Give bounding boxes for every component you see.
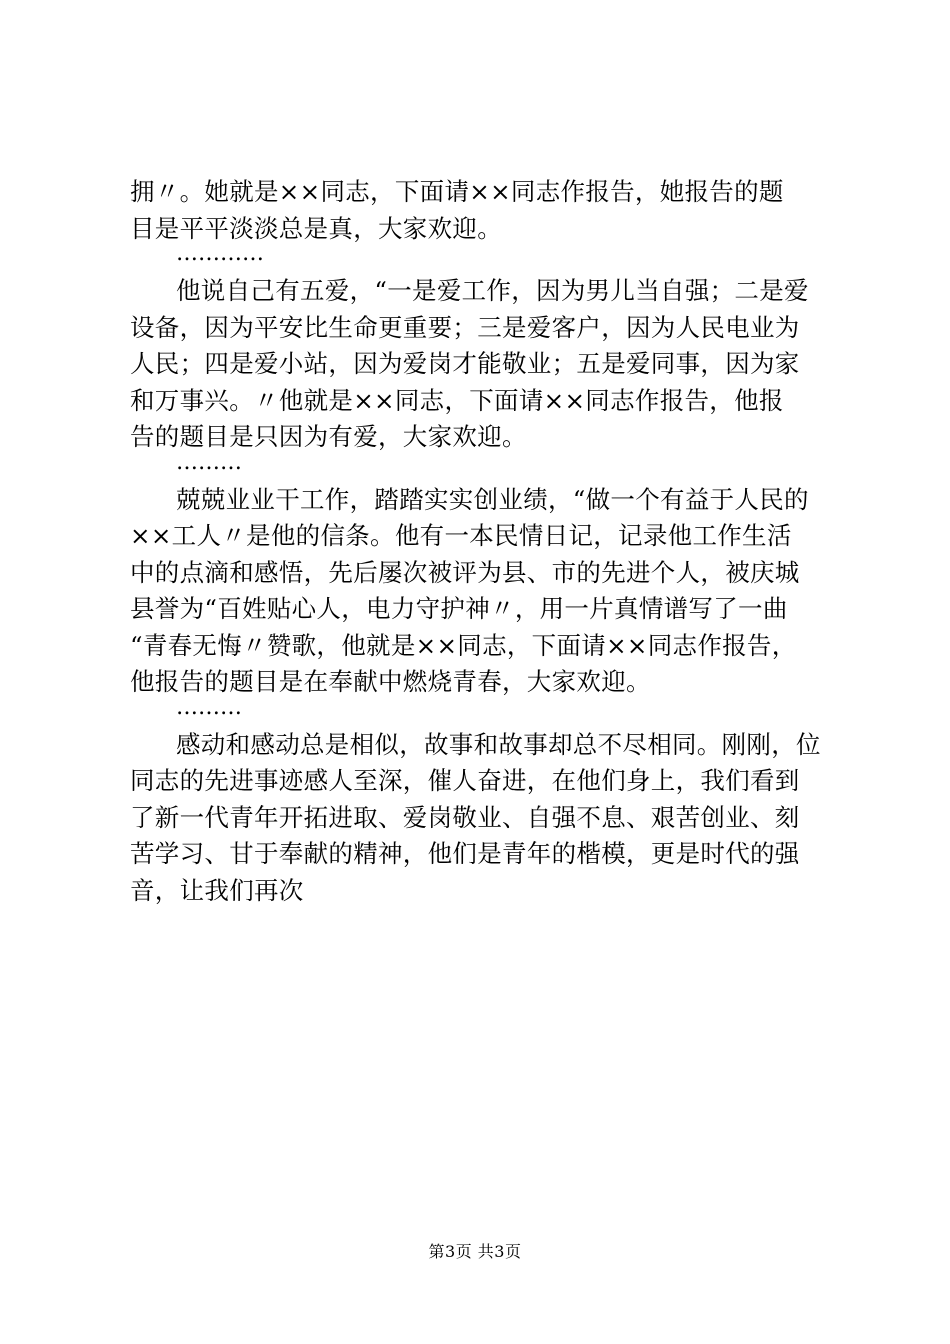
text-line: 和万事兴。〃他就是××同志，下面请××同志作报告，他报 [130,385,784,415]
text-line: 苦学习、甘于奉献的精神，他们是青年的楷模，更是时代的强 [130,839,800,868]
text-line: 人民；四是爱小站，因为爱岗才能敬业；五是爱同事，因为家 [130,349,800,378]
text-line: 了新一代青年开拓进取、爱岗敬业、自强不息、艰苦创业、刻 [130,802,800,832]
ellipsis-separator: ……… [176,694,242,720]
text-line: 县誉为“百姓贴心人，电力守护神〃，用一片真情谱写了一曲 [130,594,788,623]
text-line: 目是平平淡淡总是真，大家欢迎。 [130,213,502,243]
text-line: 拥〃。她就是××同志，下面请××同志作报告，她报告的题 [130,177,784,206]
text-line: 他报告的题目是在奉献中燃烧青春，大家欢迎。 [130,667,651,696]
text-line: 设备，因为平安比生命更重要；三是爱客户，因为人民电业为 [130,312,800,342]
page-number-footer: 第3页 共3页 [428,1242,522,1261]
paragraph-start-line: 感动和感动总是相似，故事和故事却总不尽相同。刚刚，位 [176,729,821,759]
text-line: ××工人〃是他的信条。他有一本民情日记，记录他工作生活 [130,521,792,550]
ellipsis-separator: ……… [176,449,242,475]
text-line: “青春无悔〃赞歌，他就是××同志，下面请××同志作报告， [130,630,797,660]
paragraph-start-line: 兢兢业业干工作，踏踏实实创业绩，“做一个有益于人民的 [176,484,809,514]
ellipsis-separator: ………… [176,241,264,266]
body-text [130,174,830,909]
text-line: 告的题目是只因为有爱，大家欢迎。 [130,422,527,451]
text-line: 音，让我们再次 [130,875,304,905]
paragraph-start-line: 他说自己有五爱，“一是爱工作，因为男儿当自强；二是爱 [176,276,809,305]
text-line: 同志的先进事迹感人至深，催人奋进，在他们身上，我们看到 [130,766,800,795]
text-line: 中的点滴和感悟，先后屡次被评为县、市的先进个人，被庆城 [130,557,800,587]
